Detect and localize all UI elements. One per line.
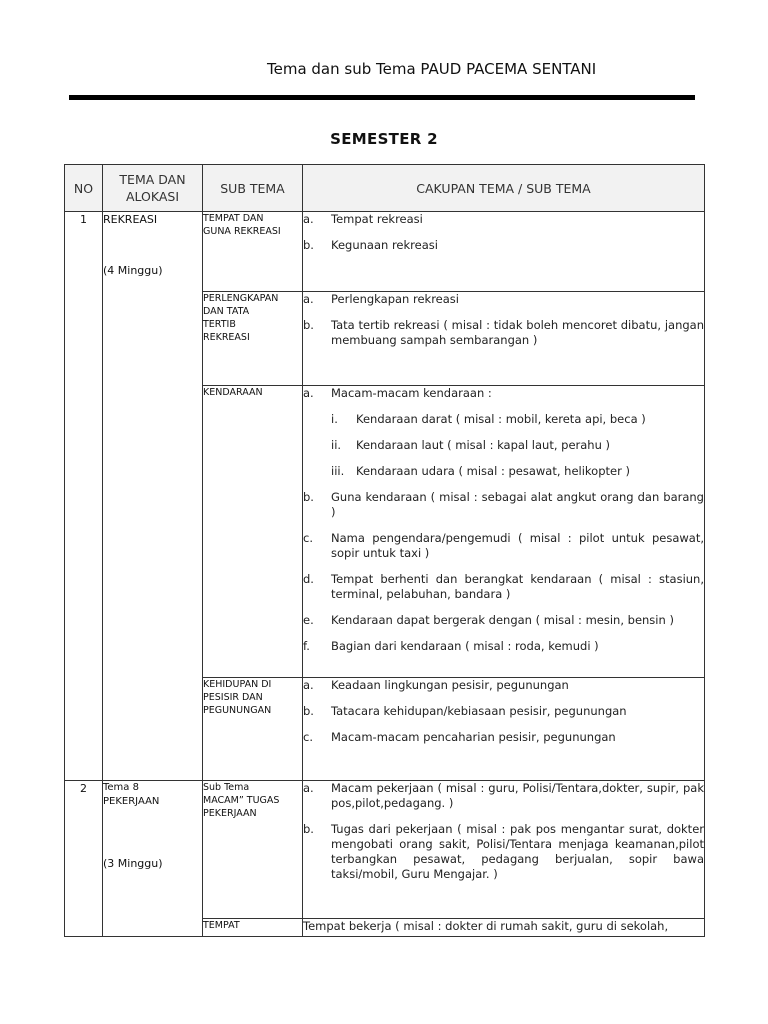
header-sub-tema: SUB TEMA (203, 165, 303, 212)
nested-list-item: i. Kendaraan darat ( misal : mobil, kereta api, beca ) (331, 412, 646, 426)
theme-number: 1 (65, 212, 103, 781)
list-item: a. Macam pekerjaan ( misal : guru, Polisi/Tentara,dokter, supir, pak pos,pilot,pedagang. ) (303, 781, 704, 810)
list-item: a. Keadaan lingkungan pesisir, pegunungan (303, 678, 569, 692)
document-title: Tema dan sub Tema PAUD PACEMA SENTANI (267, 60, 597, 78)
list-item: e. Kendaraan dapat bergerak dengan ( misal : mesin, bensin ) (303, 613, 674, 627)
list-item: a. Macam-macam kendaraan : (303, 386, 492, 400)
subtheme-name: KENDARAAN (203, 386, 303, 678)
header-no: NO (65, 165, 103, 212)
theme-name: REKREASI (103, 213, 158, 226)
list-item: b. Guna kendaraan ( misal : sebagai alat angkut orang dan barang ) (303, 490, 704, 519)
theme-table (64, 164, 705, 937)
subtheme-content (303, 292, 705, 386)
subtheme-content: Tempat bekerja ( misal : dokter di rumah sakit, guru di sekolah, (303, 919, 705, 937)
subtheme-content (303, 386, 705, 678)
subtheme-content (303, 781, 705, 919)
header-tema: TEMA DAN ALOKASI (103, 165, 203, 212)
header-cakupan: CAKUPAN TEMA / SUB TEMA (303, 165, 705, 212)
list-item: b. Tata tertib rekreasi ( misal : tidak boleh mencoret dibatu, jangan membuang sampah sembarangan ) (303, 318, 704, 347)
theme-cell (103, 212, 203, 781)
table-row (65, 212, 705, 292)
nested-list-item: iii. Kendaraan udara ( misal : pesawat, helikopter ) (331, 464, 630, 478)
nested-list-item: ii. Kendaraan laut ( misal : kapal laut, perahu ) (331, 438, 611, 452)
subtheme-name: TEMPAT DAN GUNA REKREASI (203, 212, 303, 292)
table-header-row (65, 165, 705, 212)
theme-name: PEKERJAAN (103, 796, 160, 807)
subtheme-name: TEMPAT (203, 919, 303, 937)
list-item: d. Tempat berhenti dan berangkat kendaraan ( misal : stasiun, terminal, pelabuhan, bandara ) (303, 572, 704, 601)
list-item: c. Macam-macam pencaharian pesisir, pegunungan (303, 730, 616, 744)
list-item: c. Nama pengendara/pengemudi ( misal : pilot untuk pesawat, sopir untuk taxi ) (303, 531, 704, 560)
theme-label: Tema 8 (103, 782, 139, 793)
theme-cell (103, 781, 203, 937)
theme-number: 2 (65, 781, 103, 937)
subtheme-name: PERLENGKAPAN DAN TATA TERTIB REKREASI (203, 292, 303, 386)
list-item: b. Tugas dari pekerjaan ( misal : pak pos mengantar surat, dokter mengobati orang sakit, Polisi/Tentara menjaga keamanan,pilot terbangkan pesawat, pedagang berjualan, sopir bawa taksi/mobil, Guru Mengajar. ) (303, 822, 704, 881)
theme-allocation: (4 Minggu) (103, 264, 163, 277)
list-item: f. Bagian dari kendaraan ( misal : roda, kemudi ) (303, 639, 599, 653)
subtheme-name: KEHIDUPAN DI PESISIR DAN PEGUNUNGAN (203, 678, 303, 781)
theme-allocation: (3 Minggu) (103, 857, 163, 870)
list-item: b. Kegunaan rekreasi (303, 238, 438, 252)
table-row (65, 781, 705, 919)
header-rule (69, 95, 695, 100)
list-item: a. Tempat rekreasi (303, 212, 423, 226)
subtheme-content (303, 678, 705, 781)
list-item: a. Perlengkapan rekreasi (303, 292, 459, 306)
subtheme-content (303, 212, 705, 292)
list-item: b. Tatacara kehidupan/kebiasaan pesisir, pegunungan (303, 704, 627, 718)
semester-heading: SEMESTER 2 (330, 130, 438, 148)
subtheme-name: Sub Tema MACAM” TUGAS PEKERJAAN (203, 781, 303, 919)
